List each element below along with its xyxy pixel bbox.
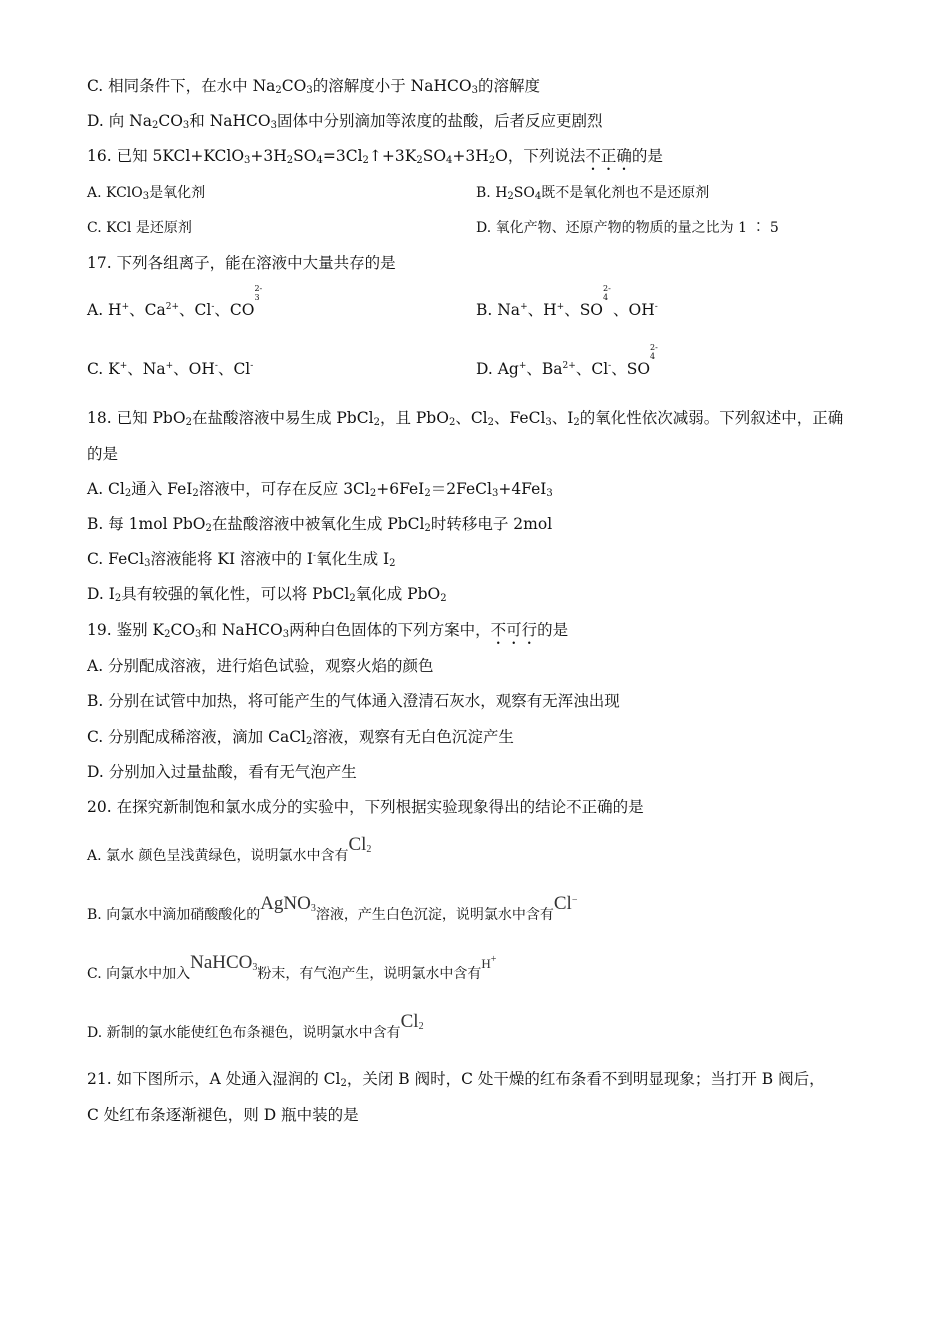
q20-stem: 20. 在探究新制饱和氯水成分的实验中，下列根据实验现象得出的结论不正确的是	[87, 798, 644, 816]
q19-option-c: C. 分别配成稀溶液，滴加 CaCl$_2$溶液，观察有无白色沉淀产生	[87, 728, 514, 747]
formula-h-ion: H+	[481, 954, 497, 971]
q19-stem: 19. 鉴别 $K_2CO_3$和 NaHCO$_3$两种白色固体的下列方案中，不可行的是	[87, 621, 569, 640]
q17-option-c: C. K+、Na+、OH-、Cl-	[87, 360, 254, 378]
q16-emphasis: 不正确	[585, 147, 632, 165]
q15-option-c: C. 相同条件下，在水中 $Na_2CO_3$的溶解度小于 NaHCO$_3$的溶解度	[87, 77, 540, 96]
q18-stem-line2: 的是	[87, 445, 119, 463]
q21-stem-line2: C 处红布条逐渐褪色，则 D 瓶中装的是	[87, 1106, 359, 1124]
q20-option-c: C. 向氯水中加入NaHCO$_3$粉末，有气泡产生，说明氯水中含有H+	[87, 952, 497, 982]
formula-cl2: $Cl_2$	[348, 834, 372, 855]
q18-stem-line1: 18. 已知 PbO$_2$在盐酸溶液中易生成 PbCl$_2$，且 PbO$_2$、$Cl_2$、FeCl$_3$、$I_2$的氧化性依次减弱。下列叙述中，正确	[87, 409, 844, 428]
formula-nahco3: NaHCO$_3$	[190, 952, 258, 973]
q15-option-d: D. 向 $Na_2CO_3$和 NaHCO$_3$固体中分别滴加等浓度的盐酸，后者反应更剧烈	[87, 112, 603, 131]
carbonate-ion: 、CO 2- 3	[214, 284, 263, 319]
sulfate-ion: 、SO 2- 4	[564, 284, 611, 319]
q18-option-a: A. $Cl_2$通入 FeI$_2$溶液中，可存在反应 $3Cl_2+6FeI_2=2FeCl_3+4FeI_3$	[87, 480, 553, 499]
q16-option-d: D. 氧化产物、还原产物的物质的量之比为 1 ∶ 5	[476, 220, 779, 236]
q21-stem-line1: 21. 如下图所示，A 处通入湿润的 $Cl_2$，关闭 B 阀时，C 处干燥的红布条看不到明显现象；当打开 B 阀后，	[87, 1070, 825, 1089]
q16-stem: 16. 已知 $5KCl+KClO_3+3H_2SO_4=3Cl_2↑+3K_2SO_4+3H_2O$，下列说法不正确的是	[87, 147, 663, 166]
sulfate-ion: 、SO 2- 4	[611, 343, 658, 378]
q18-option-c: C. FeCl$_3$溶液能将 KI 溶液中的 I-氧化生成 $I_2$	[87, 550, 396, 569]
q19-option-a: A. 分别配成溶液，进行焰色试验，观察火焰的颜色	[87, 657, 434, 675]
q19-emphasis: 不可行	[490, 621, 538, 639]
q20-option-d: D. 新制的氯水能使红色布条褪色，说明氯水中含有$Cl_2$	[87, 1011, 424, 1041]
q16-option-b: B. $H_2SO_4$既不是氧化剂也不是还原剂	[476, 185, 710, 202]
formula-cl2: $Cl_2$	[400, 1011, 424, 1032]
q19-option-d: D. 分别加入过量盐酸，看有无气泡产生	[87, 763, 357, 781]
q17-stem: 17. 下列各组离子，能在溶液中大量共存的是	[87, 254, 396, 272]
q20-option-b: B. 向氯水中滴加硝酸酸化的AgNO$_3$溶液，产生白色沉淀，说明氯水中含有Cl−	[87, 893, 578, 923]
formula-agno3: AgNO$_3$	[260, 893, 316, 914]
q16-option-c: C. KCl 是还原剂	[87, 220, 192, 236]
q17-option-d: D. Ag+、$Ba^{2+}$、Cl-、SO 2- 4	[476, 343, 658, 378]
q19-option-b: B. 分别在试管中加热，将可能产生的气体通入澄清石灰水，观察有无浑浊出现	[87, 692, 620, 710]
q20-option-a: A. 氯水 颜色呈浅黄绿色，说明氯水中含有$Cl_2$	[87, 834, 372, 864]
q18-option-d: D. $I_2$具有较强的氧化性，可以将 PbCl$_2$氧化成 PbO$_2$	[87, 585, 447, 604]
q17-option-b: B. Na+、H+、SO 2- 4 、OH-	[476, 284, 658, 319]
q18-option-b: B. 每 1mol PbO$_2$在盐酸溶液中被氧化生成 PbCl$_2$时转移电子 2mol	[87, 515, 553, 534]
formula-cl-ion: Cl−	[553, 893, 578, 914]
q16-option-a: A. KClO$_3$是氧化剂	[87, 185, 206, 202]
q17-option-a: A. H+、$Ca^{2+}$、Cl-、CO 2- 3	[87, 284, 263, 319]
